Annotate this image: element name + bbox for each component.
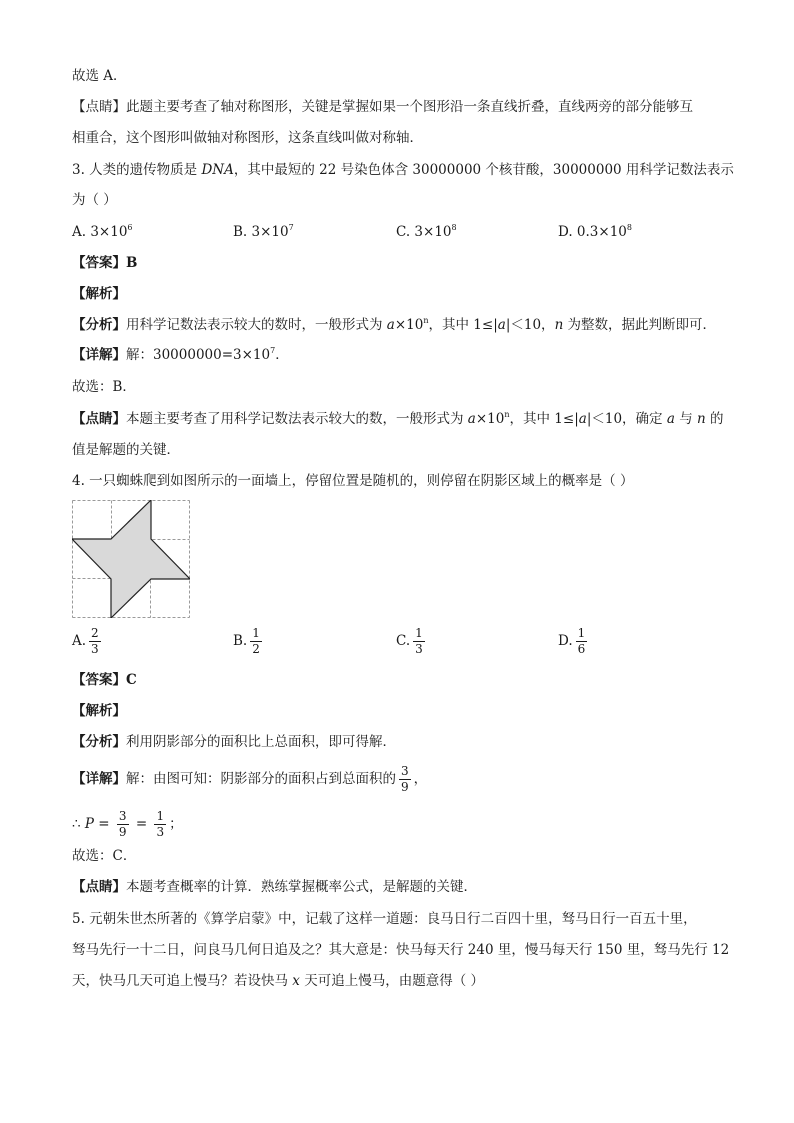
answer-label: 【答案】C (72, 672, 137, 688)
comment-text-cont: 值是解题的关键． (72, 442, 180, 458)
option-c[interactable]: C. $\frac{1}{3}$ (396, 626, 423, 656)
option-c[interactable]: C. $3\times 10^8$ (396, 223, 457, 240)
text-line: 相重合，这个图形叫做轴对称图形，这条直线叫做对称轴． (72, 130, 423, 146)
comment-text: 【点睛】本题考查概率的计算．熟练掌握概率公式，是解题的关键． (72, 879, 477, 895)
shaded-star (72, 500, 190, 618)
option-d[interactable]: D. $\frac{1}{6}$ (558, 626, 586, 656)
question-5-stem-line3: 天，快马几天可追上慢马？若设快马 x 天可追上慢马，由题意得（ ） (72, 973, 485, 989)
answer-label: 【答案】B (72, 255, 138, 271)
analysis-text: 【分析】利用阴影部分的面积比上总面积，即可得解． (72, 734, 396, 750)
text-line: 故选 A． (72, 68, 127, 84)
text-line: 【点睛】此题主要考查了轴对称图形，关键是掌握如果一个图形沿一条直线折叠，直线两旁的部分能够互 (72, 99, 693, 115)
option-d[interactable]: D. $0.3\times 10^8$ (558, 223, 632, 240)
analysis-text: 【分析】用科学记数法表示较大的数时，一般形式为 $a\times 10^n$，其中 1≤|a|＜10，n 为整数，据此判断即可． (72, 316, 717, 333)
detail-text: 【详解】解：$30000000=3\times 10^7$． (72, 346, 289, 363)
choice-text: 故选：B． (72, 379, 136, 395)
formula-line: ∴ P = $\frac{3}{9}$ = $\frac{1}{3}$ ； (72, 809, 183, 839)
option-a[interactable]: A. $3\times 10^6$ (72, 223, 133, 240)
question-5-stem-line2: 驽马先行一十二日，问良马几何日追及之？其大意是：快马每天行 240 里，慢马每天行 150 里，驽马先行 12 (72, 942, 730, 958)
question-4-stem: 4. 一只蜘蛛爬到如图所示的一面墙上，停留位置是随机的，则停留在阴影区域上的概率是（ ） (72, 473, 634, 489)
option-b[interactable]: B. $3\times 10^7$ (233, 223, 294, 240)
option-a[interactable]: A. $\frac{2}{3}$ (72, 626, 99, 656)
question-3-stem: 3. 人类的遗传物质是 DNA，其中最短的 22 号染色体含 30000000 个核苷酸，30000000 用科学记数法表示 (72, 162, 734, 178)
star-grid-figure (72, 500, 190, 618)
choice-text: 故选：C． (72, 848, 137, 864)
comment-text: 【点睛】本题主要考查了用科学记数法表示较大的数，一般形式为 $a\times 10^n$，其中 1≤|a|＜10，确定 a 与 n 的 (72, 410, 724, 427)
option-b[interactable]: B. $\frac{1}{2}$ (233, 626, 260, 656)
question-5-stem: 5. 元朝朱世杰所著的《算学启蒙》中，记载了这样一道题：良马日行二百四十里，驽马日行一百五十里， (72, 911, 697, 927)
question-3-stem-cont: 为（ ） (72, 192, 117, 208)
jiexi-label: 【解析】 (72, 286, 126, 302)
jiexi-label: 【解析】 (72, 703, 126, 719)
detail-text: 【详解】解：由图可知：阴影部分的面积占到总面积的 $\frac{3}{9}$ ， (72, 764, 428, 794)
